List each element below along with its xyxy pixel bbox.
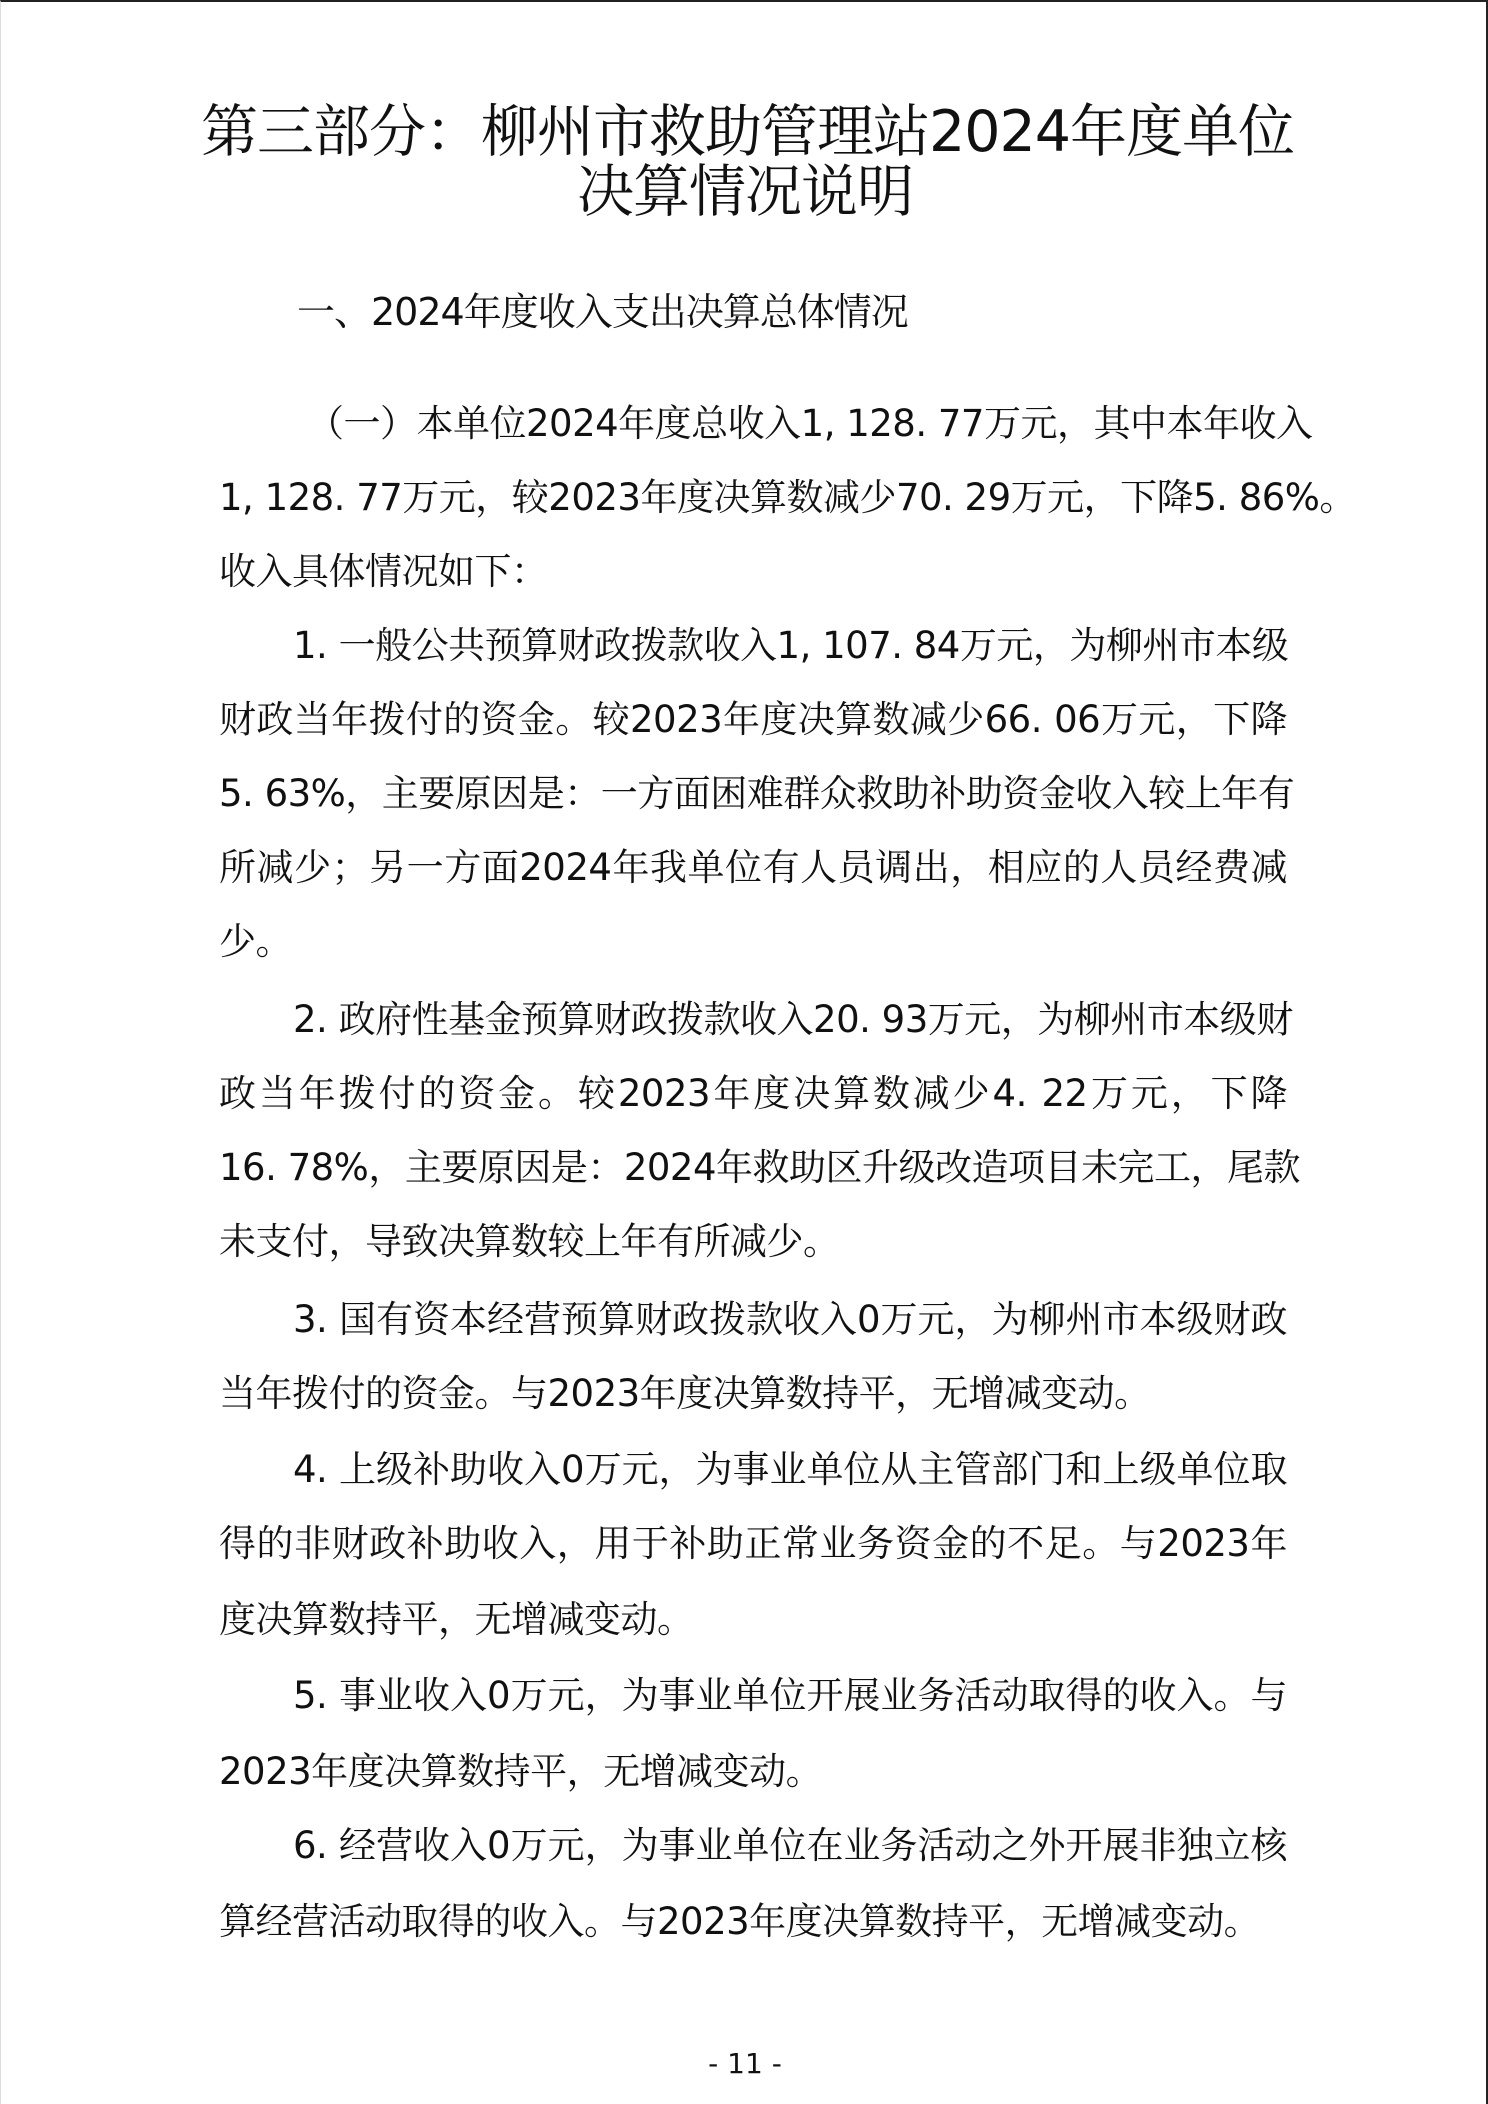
paragraph-3-line-2: 政当年拨付的资金。较2023年度决算数减少4. 22万元，下降 bbox=[219, 1072, 1287, 1115]
paragraph-6-line-1: 5. 事业收入0万元，为事业单位开展业务活动取得的收入。与 bbox=[293, 1674, 1287, 1717]
page-number: - 11 - bbox=[708, 2047, 782, 2080]
paragraph-7-line-2: 算经营活动取得的收入。与2023年度决算数持平，无增减变动。 bbox=[219, 1900, 1261, 1943]
page-title bbox=[201, 99, 1295, 225]
paragraph-7-line-1: 6. 经营收入0万元，为事业单位在业务活动之外开展非独立核 bbox=[293, 1824, 1287, 1867]
paragraph-5-line-2: 得的非财政补助收入，用于补助正常业务资金的不足。与2023年 bbox=[219, 1522, 1287, 1565]
paragraph-1-line-1: （一）本单位2024年度总收入1, 128. 77万元，其中本年收入 bbox=[307, 402, 1313, 445]
section-heading: 一、2024年度收入支出决算总体情况 bbox=[297, 290, 908, 334]
paragraph-2-line-3: 5. 63%，主要原因是：一方面困难群众救助补助资金收入较上年有 bbox=[219, 772, 1295, 815]
paragraph-4-line-1: 3. 国有资本经营预算财政拨款收入0万元，为柳州市本级财政 bbox=[293, 1298, 1287, 1341]
paragraph-6-line-2: 2023年度决算数持平，无增减变动。 bbox=[219, 1750, 823, 1793]
page-title-line-2: 决算情况说明 bbox=[577, 159, 913, 225]
paragraph-2-line-5: 少。 bbox=[219, 920, 292, 963]
paragraph-5-line-1: 4. 上级补助收入0万元，为事业单位从主管部门和上级单位取 bbox=[293, 1448, 1287, 1491]
page-title-line-1: 第三部分：柳州市救助管理站2024年度单位 bbox=[201, 99, 1295, 165]
paragraph-3-line-4: 未支付，导致决算数较上年有所减少。 bbox=[219, 1220, 840, 1263]
paragraph-3-line-1: 2. 政府性基金预算财政拨款收入20. 93万元，为柳州市本级财 bbox=[293, 998, 1293, 1041]
paragraph-5-line-3: 度决算数持平，无增减变动。 bbox=[219, 1598, 694, 1641]
paragraph-1-line-2: 1, 128. 77万元，较2023年度决算数减少70. 29万元，下降5. 86%。 bbox=[219, 476, 1356, 519]
paragraph-2-line-4: 所减少；另一方面2024年我单位有人员调出，相应的人员经费减 bbox=[219, 846, 1287, 889]
paragraph-4-line-2: 当年拨付的资金。与2023年度决算数持平，无增减变动。 bbox=[219, 1372, 1151, 1415]
paragraph-2-line-1: 1. 一般公共预算财政拨款收入1, 107. 84万元，为柳州市本级 bbox=[293, 624, 1289, 667]
paragraph-2-line-2: 财政当年拨付的资金。较2023年度决算数减少66. 06万元，下降 bbox=[219, 698, 1287, 741]
paragraph-3-line-3: 16. 78%，主要原因是：2024年救助区升级改造项目未完工，尾款 bbox=[219, 1146, 1301, 1189]
paragraph-1-line-3: 收入具体情况如下： bbox=[219, 550, 548, 593]
